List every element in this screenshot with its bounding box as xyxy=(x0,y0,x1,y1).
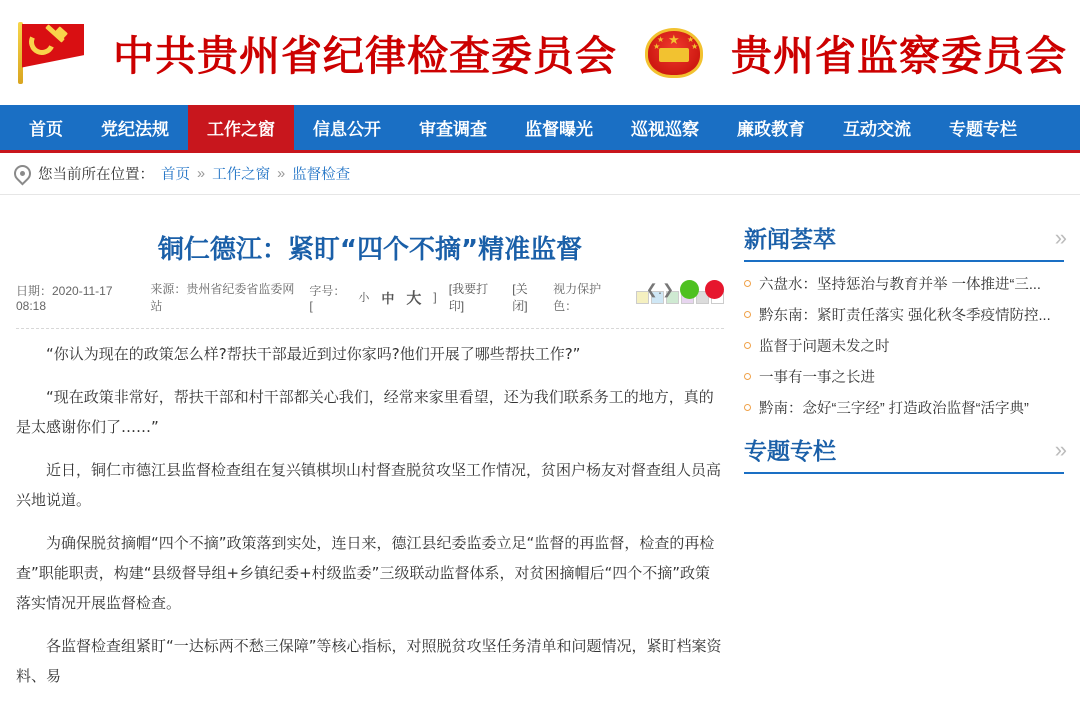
party-emblem-icon xyxy=(13,20,87,86)
list-item[interactable] xyxy=(744,268,1064,299)
sidebar-news-list xyxy=(744,262,1064,423)
list-item[interactable] xyxy=(744,361,1064,392)
nav-item-2[interactable]: 工作之窗 xyxy=(188,105,294,150)
sidebar-news-more-button[interactable]: » xyxy=(1054,224,1064,250)
sidebar-block-special xyxy=(744,433,1064,474)
sidebar-news-item-0: 六盘水：坚持惩治与教育并举 一体推进“三... xyxy=(759,277,1041,293)
nav-item-8[interactable]: 互动交流 xyxy=(843,120,911,139)
sidebar-special-more-button[interactable]: » xyxy=(1054,436,1064,462)
meta-divider xyxy=(16,328,724,329)
article-body xyxy=(16,339,724,691)
location-pin-icon xyxy=(10,161,34,185)
page-title: 铜仁德江：紧盯“四个不摘”精准监督 xyxy=(157,235,583,265)
breadcrumb-item-home[interactable]: 首页 xyxy=(161,167,190,183)
nav-item-7[interactable]: 廉政教育 xyxy=(737,120,805,139)
wechat-icon[interactable] xyxy=(680,280,699,299)
share-bar xyxy=(646,280,724,299)
article-date: 日期：2020-11-17 08:18 xyxy=(16,283,113,313)
breadcrumb xyxy=(0,153,1080,195)
breadcrumb-separator-2: » xyxy=(277,165,286,182)
list-item[interactable] xyxy=(744,330,1064,361)
article-paragraph-1: “现在政策非常好，帮扶干部和村干部都关心我们，经常来家里看望，还为我们联系务工的地方，真的是太感谢你们了……” xyxy=(16,388,714,436)
article-meta xyxy=(16,280,724,324)
breadcrumb-item-work[interactable]: 工作之窗 xyxy=(212,167,271,183)
nav-item-9[interactable]: 专题专栏 xyxy=(949,120,1017,139)
fontsize-medium-button[interactable]: 中 xyxy=(381,290,395,306)
nav-item-3[interactable]: 信息公开 xyxy=(313,120,381,139)
bullet-icon xyxy=(744,311,751,318)
sidebar-block-news xyxy=(744,221,1064,423)
nav-item-4[interactable]: 审查调查 xyxy=(419,120,487,139)
list-item[interactable] xyxy=(744,299,1064,330)
bullet-icon xyxy=(744,342,751,349)
print-button[interactable]: [我要打印] xyxy=(448,282,489,313)
share-icon[interactable]: ❮․❯ xyxy=(645,281,674,297)
fontsize-label: 字号：[ xyxy=(309,283,346,313)
article-paragraph-4: 各监督检查组紧盯“一达标两不愁三保障”等核心指标，对照脱贫攻坚任务清单和问题情况，紧盯档案资料、易 xyxy=(16,637,722,685)
nav-item-0[interactable]: 首页 xyxy=(29,120,63,139)
article-source: 来源：贵州省纪委省监委网站 xyxy=(150,282,295,313)
page-content xyxy=(0,195,1080,704)
nation-title: 贵州省监察委员会 xyxy=(731,32,1067,80)
fontsize-large-button[interactable]: 大 xyxy=(406,289,422,307)
nav-item-6[interactable]: 巡视巡察 xyxy=(631,120,699,139)
close-button[interactable]: [关闭] xyxy=(512,282,528,313)
sidebar-special-title: 专题专栏 xyxy=(744,439,836,465)
sidebar xyxy=(744,195,1064,704)
nav-item-1[interactable]: 党纪法规 xyxy=(101,120,169,139)
breadcrumb-separator-1: » xyxy=(197,165,206,182)
article-paragraph-0: “你认为现在的政策怎么样?帮扶干部最近到过你家吗?他们开展了哪些帮扶工作?” xyxy=(46,345,581,363)
fontsize-small-button[interactable]: 小 xyxy=(358,292,370,304)
sidebar-special-header xyxy=(744,433,1064,474)
main-navigation xyxy=(0,105,1080,153)
weibo-icon[interactable] xyxy=(705,280,724,299)
bullet-icon xyxy=(744,373,751,380)
nav-item-5[interactable]: 监督曝光 xyxy=(525,120,593,139)
sidebar-news-item-1: 黔东南：紧盯责任落实 强化秋冬季疫情防控... xyxy=(759,308,1051,324)
party-title: 中共贵州省纪律检查委员会 xyxy=(113,32,617,80)
list-item[interactable] xyxy=(744,392,1064,423)
sidebar-news-item-2: 监督于问题未发之时 xyxy=(759,339,890,355)
article-column xyxy=(16,195,724,704)
site-header xyxy=(0,0,1080,105)
breadcrumb-prefix: 您当前所在位置： xyxy=(38,167,154,183)
bullet-icon xyxy=(744,280,751,287)
sidebar-news-item-4: 黔南：念好“三字经” 打造政治监督“活字典” xyxy=(759,401,1029,417)
article-paragraph-2: 近日，铜仁市德江县监督检查组在复兴镇棋坝山村督查脱贫攻坚工作情况，贫困户杨友对督查组人员高兴地说道。 xyxy=(16,461,722,509)
bullet-icon xyxy=(744,404,751,411)
fontsize-close-bracket: ] xyxy=(433,290,437,304)
breadcrumb-item-supervision[interactable]: 监督检查 xyxy=(292,167,351,183)
sidebar-news-item-3: 一事有一事之长进 xyxy=(759,370,875,386)
article-paragraph-3: 为确保脱贫摘帽“四个不摘”政策落到实处，连日来，德江县纪委监委立足“监督的再监督，检查的再检查”职能职责，构建“县级督导组+乡镇纪委+村级监委”三级联动监督体系，对贫困摘帽后“四个不摘”政策落实情况开展监督检查。 xyxy=(16,534,715,612)
national-emblem-icon: ★ ★ ★ ★ ★ xyxy=(643,24,705,82)
sidebar-news-header xyxy=(744,221,1064,262)
eyecare-label: 视力保护色： xyxy=(553,282,602,313)
sidebar-news-title: 新闻荟萃 xyxy=(744,227,836,253)
